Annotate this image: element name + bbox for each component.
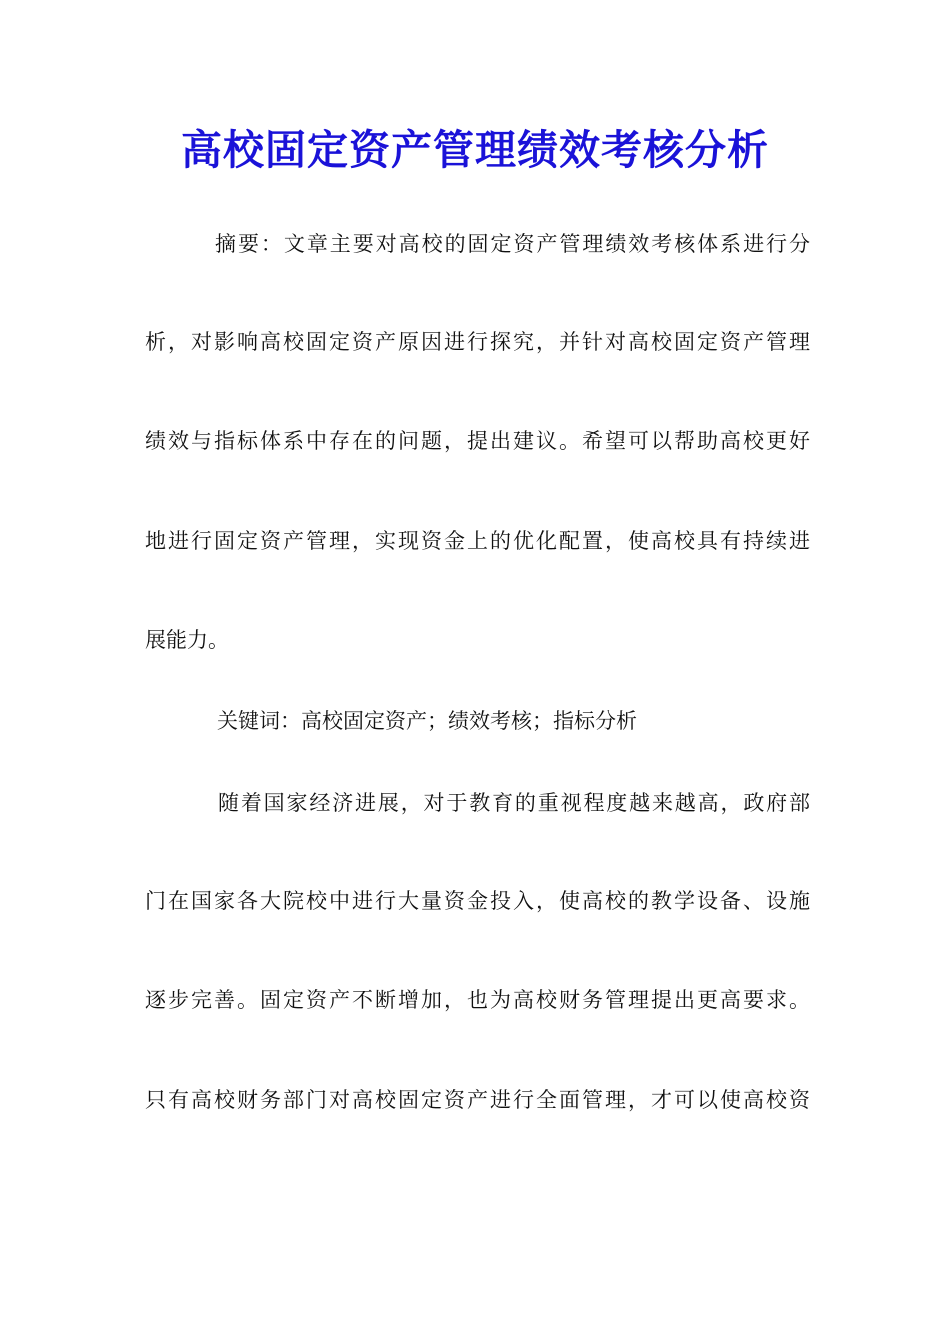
- document-title: 高校固定资产管理绩效考核分析: [181, 126, 769, 174]
- keywords-line: 关键词：高校固定资产；绩效考核；指标分析: [217, 709, 637, 733]
- body-line-1: 随着国家经济进展，对于教育的重视程度越来越高，政府部: [218, 791, 810, 815]
- abstract-line-3: 绩效与指标体系中存在的问题，提出建议。希望可以帮助高校更好: [145, 429, 810, 453]
- abstract-line-5: 展能力。: [145, 628, 229, 652]
- body-line-2: 门在国家各大院校中进行大量资金投入，使高校的教学设备、设施: [145, 889, 810, 913]
- abstract-line-1: 摘要：文章主要对高校的固定资产管理绩效考核体系进行分: [215, 232, 810, 256]
- abstract-line-4: 地进行固定资产管理，实现资金上的优化配置，使高校具有持续进: [145, 529, 810, 553]
- body-line-3: 逐步完善。固定资产不断增加，也为高校财务管理提出更高要求。: [145, 988, 810, 1012]
- body-line-4: 只有高校财务部门对高校固定资产进行全面管理，才可以使高校资: [145, 1088, 810, 1112]
- abstract-line-2: 析，对影响高校固定资产原因进行探究，并针对高校固定资产管理: [145, 330, 810, 354]
